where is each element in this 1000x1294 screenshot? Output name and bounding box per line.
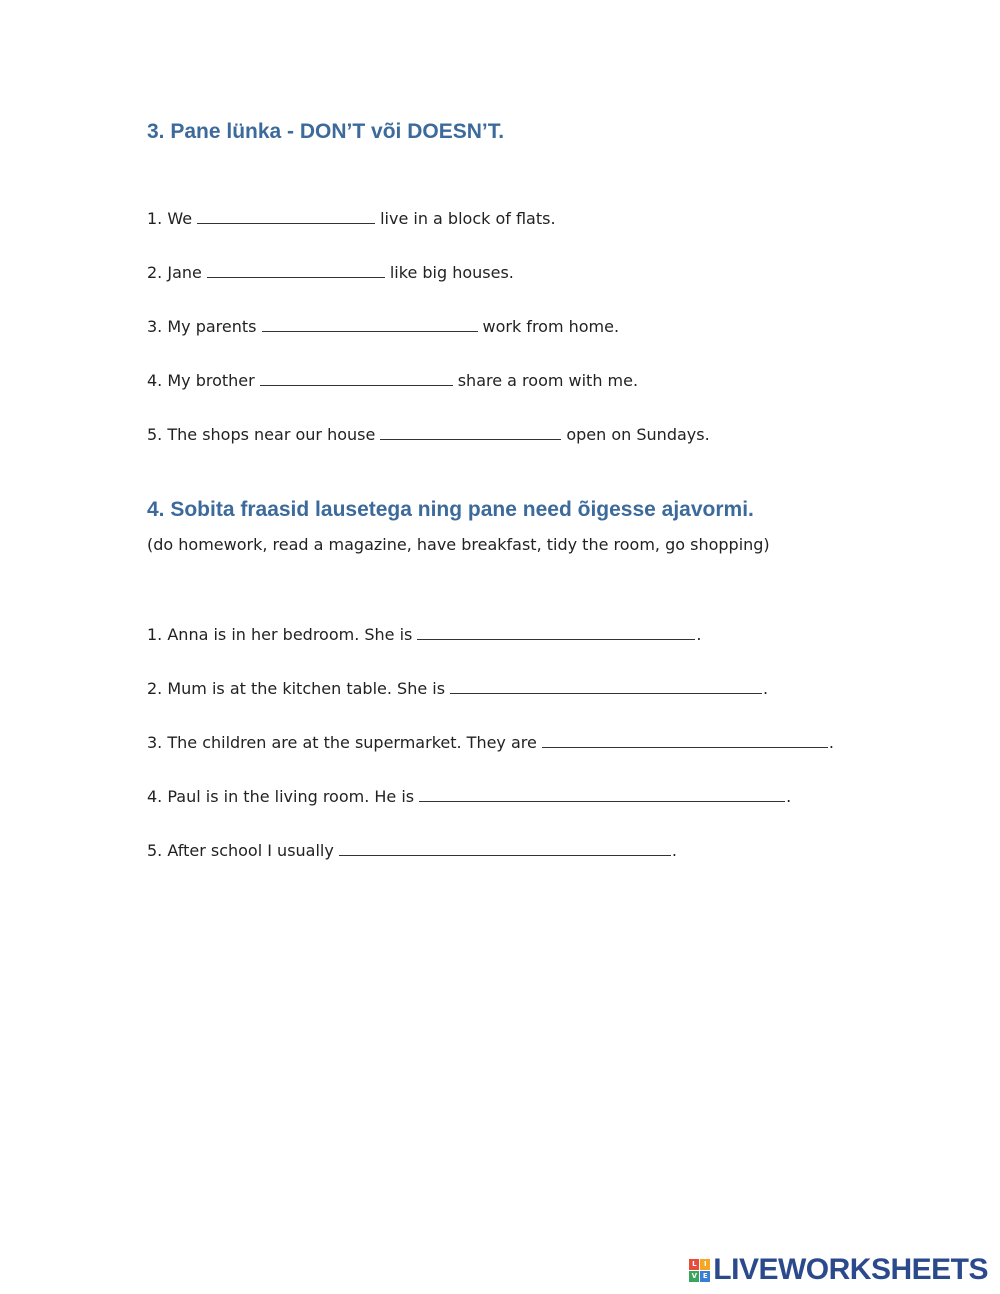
item-text-after: live in a block of flats. — [380, 209, 556, 228]
answer-blank[interactable] — [197, 209, 375, 224]
item-text-end: . — [696, 625, 702, 644]
exercise-4-item-5 — [147, 841, 677, 860]
exercise-3-item-2 — [147, 263, 514, 282]
item-text-end: . — [786, 787, 792, 806]
item-text-before: 4. Paul is in the living room. He is — [147, 787, 415, 806]
item-text-end: . — [763, 679, 769, 698]
exercise-4-item-1 — [147, 625, 701, 644]
section-3-title: 3. Pane lünka - DON’T või DOESN’T. — [147, 120, 505, 143]
answer-blank[interactable] — [380, 425, 561, 440]
item-text-after: like big houses. — [389, 263, 514, 282]
exercise-3-item-3 — [147, 317, 619, 336]
logo-block-e: E — [700, 1271, 710, 1282]
answer-blank[interactable] — [542, 733, 828, 748]
item-text-before: 3. The children are at the supermarket. They are — [147, 733, 537, 752]
logo-blocks-icon — [689, 1259, 710, 1282]
item-text-before: 1. Anna is in her bedroom. She is — [147, 625, 413, 644]
item-text-before: 1. We — [147, 209, 193, 228]
answer-blank[interactable] — [417, 625, 695, 640]
logo-block-i: I — [700, 1259, 710, 1270]
answer-blank[interactable] — [262, 317, 478, 332]
item-text-after: work from home. — [482, 317, 620, 336]
exercise-4-item-4 — [147, 787, 791, 806]
answer-blank[interactable] — [419, 787, 785, 802]
exercise-4-item-2 — [147, 679, 768, 698]
phrase-bank: (do homework, read a magazine, have breakfast, tidy the room, go shopping) — [147, 535, 770, 554]
item-text-after: share a room with me. — [457, 371, 639, 390]
item-text-before: 3. My parents — [147, 317, 257, 336]
answer-blank[interactable] — [450, 679, 762, 694]
exercise-3-item-1 — [147, 209, 556, 228]
answer-blank[interactable] — [207, 263, 385, 278]
answer-blank[interactable] — [260, 371, 453, 386]
item-text-before: 4. My brother — [147, 371, 255, 390]
item-text-end: . — [671, 841, 677, 860]
item-text-before: 5. After school I usually — [147, 841, 334, 860]
item-text-end: . — [828, 733, 834, 752]
logo-block-l: L — [689, 1259, 699, 1270]
answer-blank[interactable] — [339, 841, 671, 856]
section-4-title: 4. Sobita fraasid lausetega ning pane need õigesse ajavormi. — [147, 498, 754, 521]
item-text-after: open on Sundays. — [566, 425, 710, 444]
exercise-4-item-3 — [147, 733, 834, 752]
item-text-before: 2. Jane — [147, 263, 202, 282]
exercise-3-item-5 — [147, 425, 710, 444]
item-text-before: 5. The shops near our house — [147, 425, 376, 444]
logo-block-v: V — [689, 1271, 699, 1282]
item-text-before: 2. Mum is at the kitchen table. She is — [147, 679, 446, 698]
exercise-3-item-4 — [147, 371, 638, 390]
liveworksheets-logo — [689, 1253, 988, 1287]
logo-text: LIVEWORKSHEETS — [713, 1253, 988, 1286]
